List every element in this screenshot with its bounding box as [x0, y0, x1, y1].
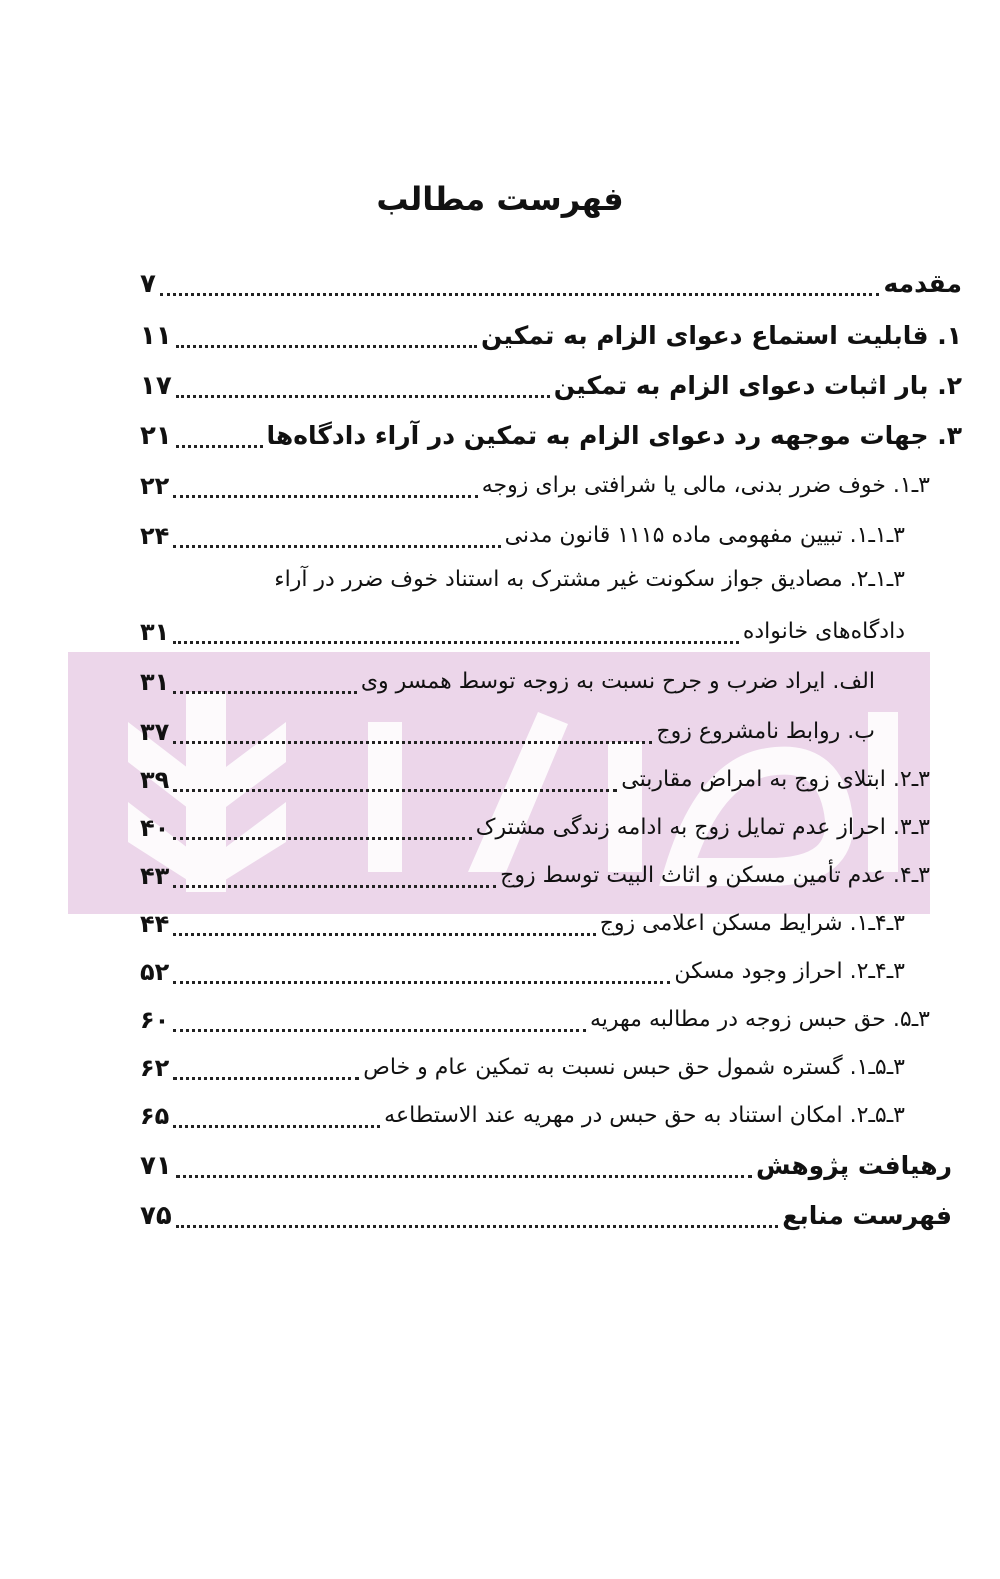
toc-entry — [140, 946, 905, 994]
toc-entry — [140, 1042, 905, 1090]
toc-entry — [140, 994, 930, 1042]
dot-leader — [176, 394, 550, 398]
toc-entry-label: مقدمه — [883, 269, 962, 298]
toc-entry — [140, 656, 875, 704]
dot-leader — [173, 1076, 359, 1080]
toc-entry-page: ۴۴ — [140, 910, 170, 938]
dot-leader — [176, 1224, 779, 1228]
toc-entry-page: ۳۱ — [140, 668, 170, 696]
toc-entry — [140, 706, 875, 754]
toc-entry — [140, 258, 962, 306]
toc-entry-label: ۱. قابلیت استماع دعوای الزام به تمکین — [481, 321, 962, 350]
toc-entry-label: ۳ـ۱. خوف ضرر بدنی، مالی یا شرافتی برای زوجه — [481, 473, 930, 498]
toc-entry-page: ۶۲ — [140, 1054, 170, 1082]
dot-leader — [173, 788, 617, 792]
dot-leader — [173, 932, 595, 936]
toc-entry — [140, 1190, 952, 1238]
toc-entry-label: ۳ـ۲. ابتلای زوج به امراض مقاربتی — [621, 767, 930, 792]
dot-leader — [173, 884, 496, 888]
dot-leader — [173, 1028, 586, 1032]
toc-entry — [140, 898, 905, 946]
dot-leader — [173, 690, 357, 694]
toc-entry-label: ۳ـ۴ـ۲. احراز وجود مسکن — [674, 959, 905, 984]
page-title: فهرست مطالب — [376, 180, 624, 218]
toc-entry-page: ۷۱ — [140, 1151, 172, 1181]
dot-leader — [173, 494, 477, 498]
toc-entry-page: ۳۷ — [140, 718, 170, 746]
toc-entry-page: ۵۲ — [140, 958, 170, 986]
toc-entry-page: ۴۰ — [140, 814, 170, 842]
dot-leader — [160, 292, 880, 296]
toc-entry — [140, 850, 930, 898]
toc-entry-label: ب. روابط نامشروع زوج — [656, 719, 875, 744]
toc-entry-page: ۲۲ — [140, 472, 170, 500]
toc-entry-label: دادگاه‌های خانواده — [742, 619, 905, 644]
toc-entry-page: ۷ — [140, 269, 156, 299]
toc-entry-label: ۳ـ۵. حق حبس زوجه در مطالبه مهریه — [589, 1007, 930, 1032]
toc-entry-page: ۱۷ — [140, 371, 172, 401]
toc-entry-label-line1: ۳ـ۱ـ۲. مصادیق جواز سکونت غیر مشترک به استناد خوف ضرر در آراء — [274, 567, 905, 592]
toc-entry-label: فهرست منابع — [782, 1201, 952, 1230]
toc-entry-page: ۳۱ — [140, 618, 170, 646]
toc-entry-page: ۳۹ — [140, 766, 170, 794]
toc-entry-label: ۳ـ۳. احراز عدم تمایل زوج به ادامه زندگی مشترک — [475, 815, 930, 840]
toc-entry — [140, 410, 962, 458]
toc-entry-page: ۴۳ — [140, 862, 170, 890]
toc-entry-page: ۶۰ — [140, 1006, 170, 1034]
toc-entry — [140, 460, 930, 508]
toc-entry — [140, 802, 930, 850]
toc-entry-page: ۱۱ — [140, 321, 172, 351]
toc-entry-label: ۳ـ۴ـ۱. شرایط مسکن اعلامی زوج — [599, 911, 905, 936]
toc-entry-label: الف. ایراد ضرب و جرح نسبت به زوجه توسط همسر وی — [360, 669, 875, 694]
toc-entry-page: ۲۱ — [140, 421, 172, 451]
dot-leader — [173, 980, 670, 984]
toc-entry-label: ۳ـ۵ـ۱. گستره شمول حق حبس نسبت به تمکین عام و خاص — [363, 1055, 905, 1080]
dot-leader — [173, 544, 500, 548]
toc-entry-label: رهیافت پژوهش — [755, 1151, 952, 1180]
dot-leader — [173, 1124, 380, 1128]
toc-entry-page: ۶۵ — [140, 1102, 170, 1130]
toc-entry — [140, 754, 930, 802]
toc-entry — [140, 1140, 952, 1188]
toc-entry — [140, 510, 905, 558]
toc-entry — [140, 1090, 905, 1138]
toc-entry — [140, 310, 962, 358]
dot-leader — [176, 1174, 752, 1178]
dot-leader — [173, 740, 652, 744]
dot-leader — [173, 836, 471, 840]
dot-leader — [176, 344, 477, 348]
toc-entry-label: ۳ـ۵ـ۲. امکان استناد به حق حبس در مهریه عند الاستطاعه — [384, 1103, 905, 1128]
toc-entry-label: ۳ـ۱ـ۱. تبیین مفهومی ماده ۱۱۱۵ قانون مدنی — [504, 523, 905, 548]
toc-entry — [140, 360, 962, 408]
toc-entry-page: ۲۴ — [140, 522, 170, 550]
toc-entry-label: ۳. جهات موجهه رد دعوای الزام به تمکین در آراء دادگاه‌ها — [266, 421, 962, 450]
toc-entry-page: ۷۵ — [140, 1201, 172, 1231]
toc-entry — [140, 606, 905, 654]
dot-leader — [176, 444, 263, 448]
toc-entry-label: ۳ـ۴. عدم تأمین مسکن و اثاث البیت توسط زوج — [500, 863, 930, 888]
dot-leader — [173, 640, 739, 644]
toc-entry-label: ۲. بار اثبات دعوای الزام به تمکین — [553, 371, 962, 400]
